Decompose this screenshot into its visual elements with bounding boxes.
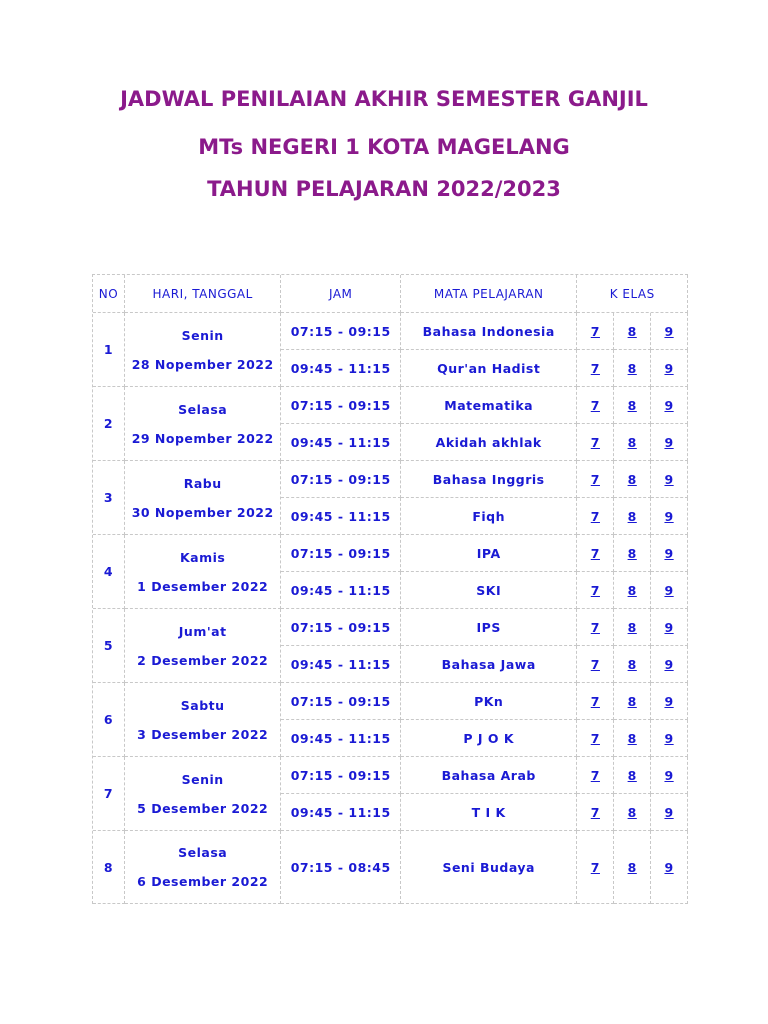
class-7-link[interactable]: 7 [590, 693, 600, 709]
schedule-table [92, 274, 688, 904]
exam-date: 28 Nopember 2022 [131, 356, 274, 372]
class-link-cell [651, 609, 688, 646]
class-9-link[interactable]: 9 [664, 471, 674, 487]
class-8-link[interactable]: 8 [627, 434, 637, 450]
class-link-cell [577, 461, 614, 498]
subject-name: Qur'an Hadist [401, 350, 577, 387]
table-row [93, 387, 688, 424]
day-number: 1 [93, 313, 125, 387]
class-link-cell [577, 424, 614, 461]
day-date-cell [125, 313, 282, 387]
class-7-link[interactable]: 7 [590, 508, 600, 524]
class-9-link[interactable]: 9 [664, 545, 674, 561]
class-link-cell [614, 757, 651, 794]
day-name: Jum'at [178, 623, 227, 639]
table-row [93, 757, 688, 794]
class-9-link[interactable]: 9 [664, 619, 674, 635]
class-link-cell [577, 350, 614, 387]
subject-name: Bahasa Jawa [401, 646, 577, 683]
class-7-link[interactable]: 7 [590, 619, 600, 635]
class-link-cell [651, 461, 688, 498]
class-link-cell [614, 313, 651, 350]
class-9-link[interactable]: 9 [664, 397, 674, 413]
header-class: K ELAS [577, 275, 688, 313]
session-time: 07:15 - 08:45 [281, 831, 401, 904]
exam-date: 2 Desember 2022 [137, 652, 269, 668]
class-link-cell [614, 609, 651, 646]
class-9-link[interactable]: 9 [664, 693, 674, 709]
class-9-link[interactable]: 9 [664, 360, 674, 376]
class-7-link[interactable]: 7 [590, 471, 600, 487]
subject-name: P J O K [401, 720, 577, 757]
subject-name: IPA [401, 535, 577, 572]
class-link-cell [651, 831, 688, 904]
class-link-cell [651, 720, 688, 757]
class-link-cell [651, 572, 688, 609]
class-link-cell [614, 683, 651, 720]
session-time: 07:15 - 09:15 [281, 461, 401, 498]
class-7-link[interactable]: 7 [590, 323, 600, 339]
class-7-link[interactable]: 7 [590, 730, 600, 746]
class-link-cell [614, 350, 651, 387]
day-number: 3 [93, 461, 125, 535]
session-time: 07:15 - 09:15 [281, 683, 401, 720]
class-link-cell [614, 461, 651, 498]
exam-date: 6 Desember 2022 [137, 874, 269, 889]
class-9-link[interactable]: 9 [664, 434, 674, 450]
class-9-link[interactable]: 9 [664, 656, 674, 672]
day-number: 4 [93, 535, 125, 609]
class-link-cell [577, 757, 614, 794]
class-7-link[interactable]: 7 [590, 804, 600, 820]
header-day-date: HARI, TANGGAL [125, 275, 282, 313]
session-time: 09:45 - 11:15 [281, 572, 401, 609]
day-name: Selasa [178, 401, 228, 417]
class-7-link[interactable]: 7 [590, 397, 600, 413]
class-8-link[interactable]: 8 [627, 767, 637, 783]
exam-date: 1 Desember 2022 [137, 578, 269, 594]
class-link-cell [577, 646, 614, 683]
class-link-cell [614, 535, 651, 572]
class-link-cell [614, 424, 651, 461]
school-name: MTs NEGERI 1 KOTA MAGELANG [198, 135, 570, 159]
table-header-row [93, 275, 688, 313]
class-9-link[interactable]: 9 [664, 582, 674, 598]
class-link-cell [651, 313, 688, 350]
header-no: NO [93, 275, 125, 313]
table-row [93, 609, 688, 646]
class-8-link[interactable]: 8 [627, 545, 637, 561]
subject-name: Fiqh [401, 498, 577, 535]
table-row [93, 461, 688, 498]
day-name: Senin [181, 771, 224, 787]
subject-name: Matematika [401, 387, 577, 424]
class-link-cell [577, 683, 614, 720]
header-subject: MATA PELAJARAN [401, 275, 577, 313]
class-link-cell [614, 831, 651, 904]
class-9-link[interactable]: 9 [664, 859, 674, 875]
class-link-cell [651, 350, 688, 387]
day-date-cell [125, 609, 282, 683]
session-time: 09:45 - 11:15 [281, 646, 401, 683]
session-time: 07:15 - 09:15 [281, 387, 401, 424]
table-row [93, 313, 688, 350]
page-header [0, 86, 768, 202]
class-link-cell [651, 387, 688, 424]
class-link-cell [577, 535, 614, 572]
class-8-link[interactable]: 8 [627, 508, 637, 524]
exam-date: 5 Desember 2022 [137, 800, 269, 816]
class-8-link[interactable]: 8 [627, 859, 637, 875]
session-time: 07:15 - 09:15 [281, 757, 401, 794]
day-name: Kamis [179, 549, 226, 565]
class-link-cell [577, 831, 614, 904]
subject-name: PKn [401, 683, 577, 720]
day-number: 7 [93, 757, 125, 831]
day-name: Selasa [178, 845, 228, 860]
session-time: 07:15 - 09:15 [281, 535, 401, 572]
subject-name: Bahasa Arab [401, 757, 577, 794]
day-name: Rabu [183, 475, 222, 491]
class-8-link[interactable]: 8 [627, 693, 637, 709]
day-date-cell [125, 387, 282, 461]
class-9-link[interactable]: 9 [664, 767, 674, 783]
class-7-link[interactable]: 7 [590, 656, 600, 672]
day-date-cell [125, 757, 282, 831]
class-link-cell [577, 572, 614, 609]
day-name: Senin [181, 327, 224, 343]
class-8-link[interactable]: 8 [627, 804, 637, 820]
schedule-body [93, 313, 688, 904]
class-link-cell [577, 498, 614, 535]
session-time: 07:15 - 09:15 [281, 313, 401, 350]
class-8-link[interactable]: 8 [627, 397, 637, 413]
class-7-link[interactable]: 7 [590, 360, 600, 376]
class-link-cell [651, 646, 688, 683]
day-name: Sabtu [180, 697, 225, 713]
table-row [93, 831, 688, 904]
subject-name: Bahasa Indonesia [401, 313, 577, 350]
day-date-cell [125, 831, 282, 904]
class-link-cell [577, 794, 614, 831]
class-9-link[interactable]: 9 [664, 323, 674, 339]
class-8-link[interactable]: 8 [627, 471, 637, 487]
class-link-cell [651, 683, 688, 720]
day-date-cell [125, 683, 282, 757]
exam-date: 30 Nopember 2022 [131, 504, 274, 520]
class-9-link[interactable]: 9 [664, 804, 674, 820]
session-time: 09:45 - 11:15 [281, 794, 401, 831]
day-date-cell [125, 535, 282, 609]
class-7-link[interactable]: 7 [590, 434, 600, 450]
day-number: 8 [93, 831, 125, 904]
class-8-link[interactable]: 8 [627, 582, 637, 598]
session-time: 09:45 - 11:15 [281, 498, 401, 535]
subject-name: Bahasa Inggris [401, 461, 577, 498]
subject-name: T I K [401, 794, 577, 831]
class-8-link[interactable]: 8 [627, 730, 637, 746]
class-8-link[interactable]: 8 [627, 323, 637, 339]
table-row [93, 535, 688, 572]
subject-name: Seni Budaya [401, 831, 577, 904]
class-link-cell [651, 757, 688, 794]
exam-date: 29 Nopember 2022 [131, 430, 274, 446]
class-link-cell [577, 313, 614, 350]
class-9-link[interactable]: 9 [664, 508, 674, 524]
subject-name: Akidah akhlak [401, 424, 577, 461]
class-link-cell [614, 720, 651, 757]
class-8-link[interactable]: 8 [627, 619, 637, 635]
class-7-link[interactable]: 7 [590, 582, 600, 598]
class-link-cell [651, 424, 688, 461]
class-7-link[interactable]: 7 [590, 859, 600, 875]
session-time: 09:45 - 11:15 [281, 350, 401, 387]
day-number: 5 [93, 609, 125, 683]
class-link-cell [614, 387, 651, 424]
exam-date: 3 Desember 2022 [137, 726, 269, 742]
subject-name: IPS [401, 609, 577, 646]
day-date-cell [125, 461, 282, 535]
session-time: 09:45 - 11:15 [281, 424, 401, 461]
class-link-cell [577, 609, 614, 646]
session-time: 09:45 - 11:15 [281, 720, 401, 757]
class-link-cell [577, 387, 614, 424]
session-time: 07:15 - 09:15 [281, 609, 401, 646]
class-9-link[interactable]: 9 [664, 730, 674, 746]
page-title: JADWAL PENILAIAN AKHIR SEMESTER GANJIL [120, 87, 648, 111]
day-number: 2 [93, 387, 125, 461]
header-time: JAM [281, 275, 401, 313]
class-link-cell [651, 535, 688, 572]
class-7-link[interactable]: 7 [590, 545, 600, 561]
class-link-cell [577, 720, 614, 757]
class-link-cell [614, 572, 651, 609]
class-8-link[interactable]: 8 [627, 360, 637, 376]
class-link-cell [651, 794, 688, 831]
table-row [93, 683, 688, 720]
class-7-link[interactable]: 7 [590, 767, 600, 783]
class-link-cell [614, 794, 651, 831]
class-link-cell [614, 498, 651, 535]
class-link-cell [614, 646, 651, 683]
academic-year: TAHUN PELAJARAN 2022/2023 [207, 177, 561, 201]
subject-name: SKI [401, 572, 577, 609]
class-link-cell [651, 498, 688, 535]
class-8-link[interactable]: 8 [627, 656, 637, 672]
day-number: 6 [93, 683, 125, 757]
